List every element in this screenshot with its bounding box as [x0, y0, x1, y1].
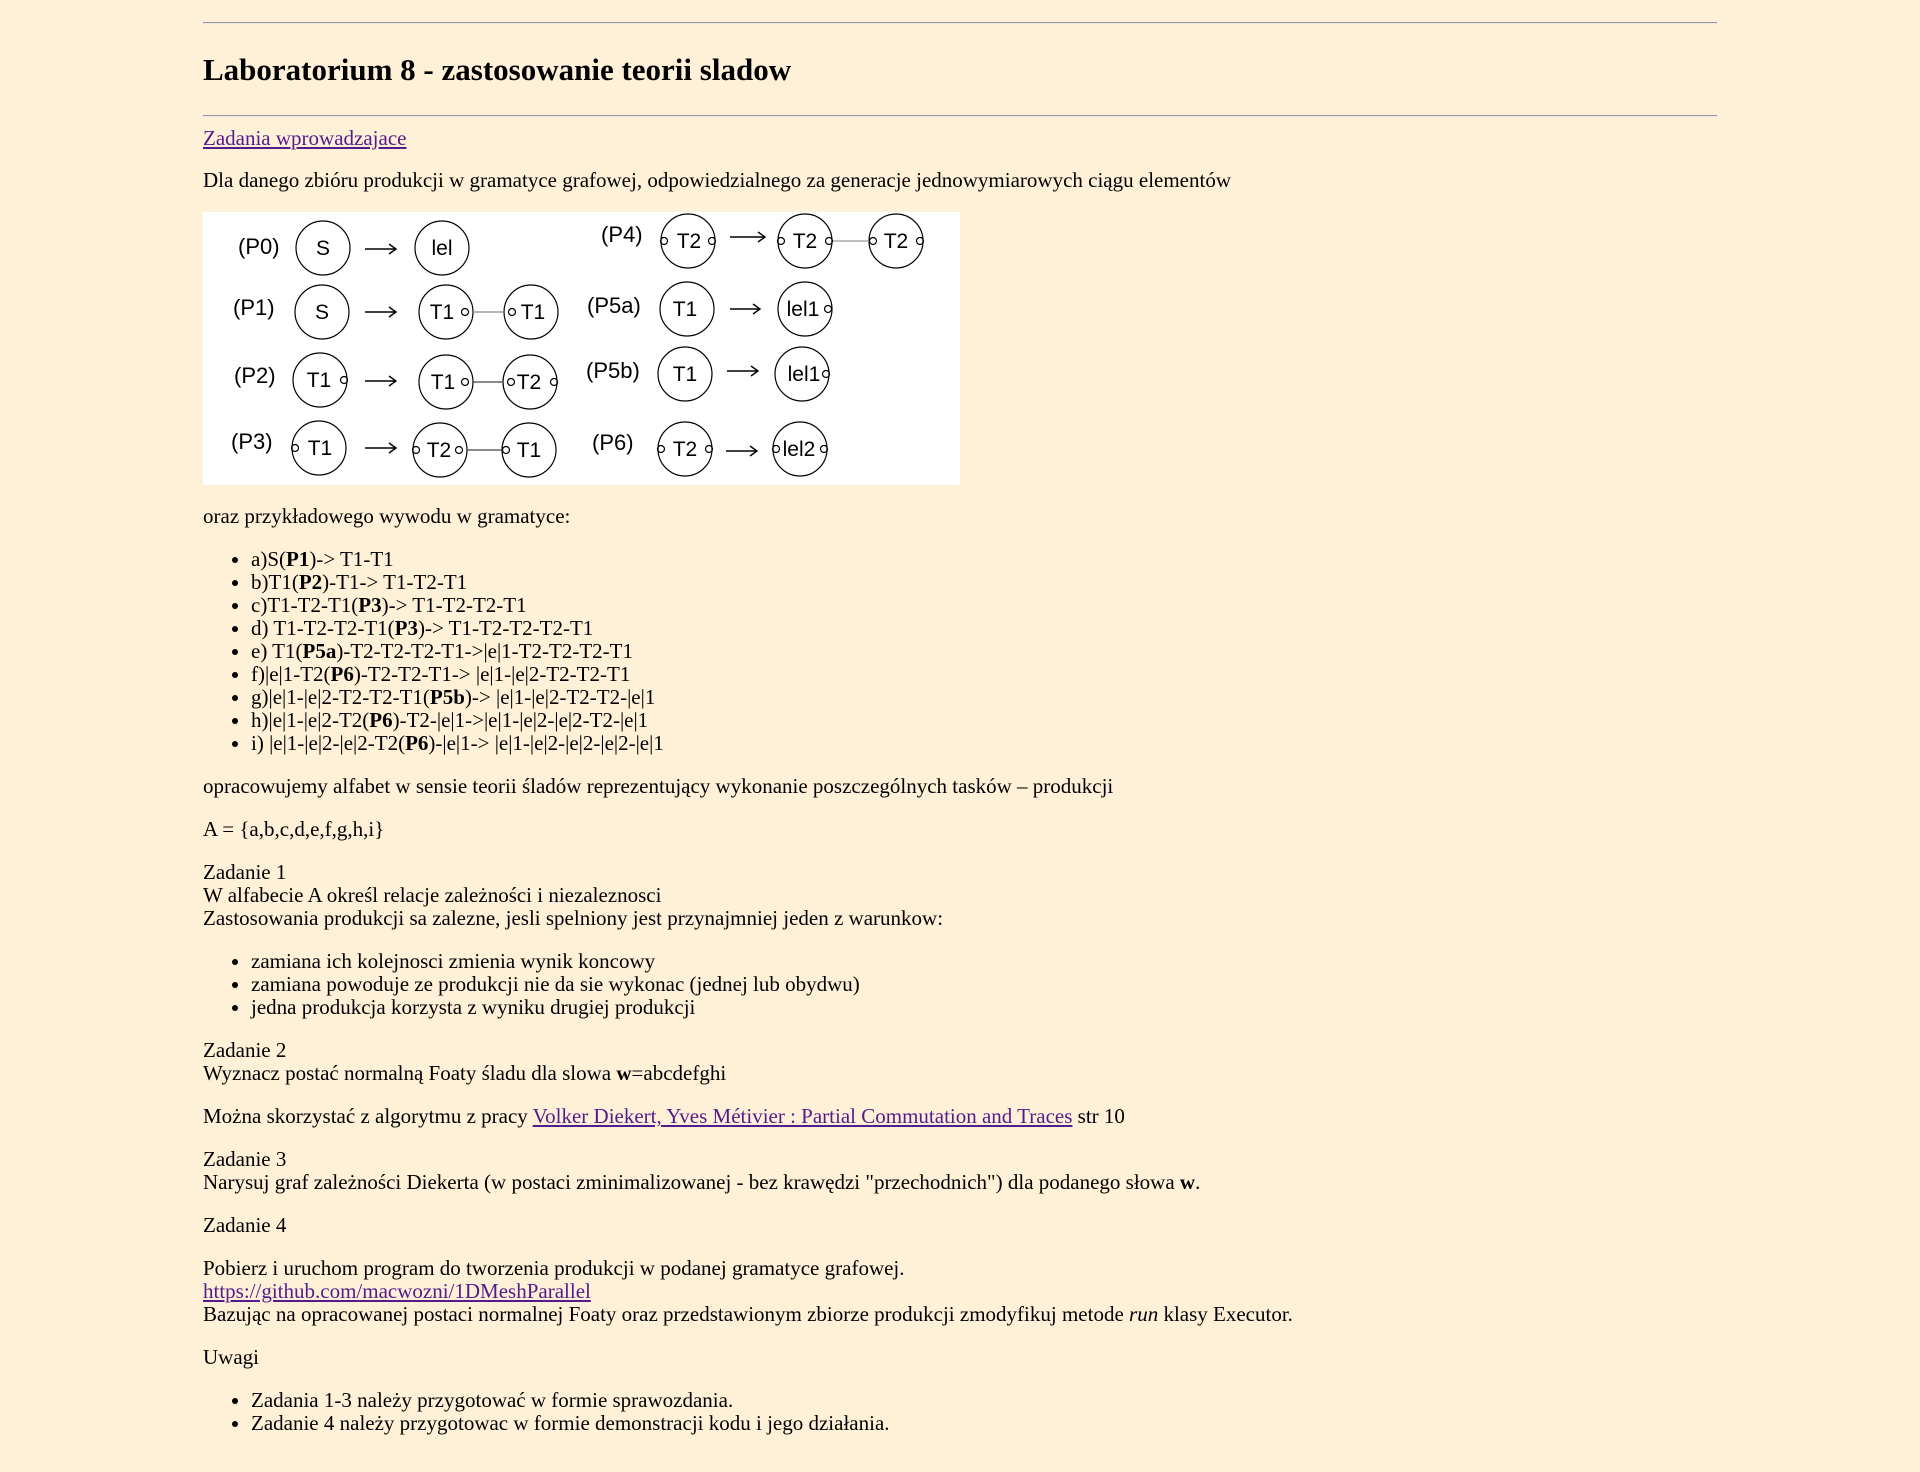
p6-label: (P6) — [592, 430, 634, 455]
intro-text: Dla danego zbióru produkcji w gramatyce grafowej, odpowiedzialnego za generacje jednowymiarowych ciągu elementów — [203, 168, 1232, 192]
derivation-step: • a)S(P1)-> T1-T1 — [251, 548, 1717, 571]
task3-title: Zadanie 3 — [203, 1147, 287, 1171]
derivation-step: • i) |e|1-|e|2-|e|2-T2(P6)-|e|1-> |e|1-|e|2-|e|2-|e|2-|e|1 — [251, 732, 1717, 755]
diekert-paper-link[interactable]: Volker Diekert, Yves Métivier : Partial Commutation and Traces — [532, 1104, 1073, 1128]
word-w: w — [1179, 1170, 1196, 1194]
page-title: Laboratorium 8 - zastosowanie teorii sladow — [203, 52, 792, 87]
derivation-step: • b)T1(P2)-T1-> T1-T2-T1 — [251, 571, 1717, 594]
p4-right-text-2: T2 — [883, 230, 909, 253]
derivation-step: • d) T1-T2-T2-T1(P3)-> T1-T2-T2-T2-T1 — [251, 617, 1717, 640]
p0-right-text-1: lel — [431, 237, 453, 260]
p1-label: (P1) — [233, 295, 275, 320]
p4-label: (P4) — [601, 222, 643, 247]
p1-right-text-2: T1 — [520, 301, 546, 324]
note-item: • Zadania 1-3 należy przygotować w formie sprawozdania. — [251, 1389, 1717, 1412]
p2-left-text: T1 — [306, 369, 332, 392]
task1-conditions — [203, 950, 1717, 1019]
task3-paragraph: Zadanie 3 Narysuj graf zależności Diekerta (w postaci zminimalizowanej - bez krawędzi "przechodnich") dla podanego słowa w. — [203, 1147, 1201, 1194]
task1-paragraph — [203, 861, 1717, 930]
notes-list — [203, 1389, 1717, 1435]
p2-label: (P2) — [234, 363, 276, 388]
p5a-right-text-1: lel1 — [786, 298, 820, 321]
derivation-intro: oraz przykładowego wywodu w gramatyce: — [203, 504, 571, 528]
p5b-left-text: T1 — [672, 363, 698, 386]
p1-left-text: S — [314, 301, 330, 324]
task1-line1: W alfabecie A określ relacje zależności i niezaleznosci — [203, 883, 662, 907]
condition-item: • jedna produkcja korzysta z wyniku drugiej produkcji — [251, 996, 1717, 1019]
p2-right-text-2: T2 — [516, 371, 542, 394]
github-repo-link[interactable]: https://github.com/macwozni/1DMeshParallel — [203, 1279, 591, 1303]
derivation-step: • c)T1-T2-T1(P3)-> T1-T2-T2-T1 — [251, 594, 1717, 617]
condition-item: • zamiana ich kolejnosci zmienia wynik koncowy — [251, 950, 1717, 973]
derivation-step: • g)|e|1-|e|2-T2-T2-T1(P5b)-> |e|1-|e|2-T2-T2-|e|1 — [251, 686, 1717, 709]
page-content — [203, 0, 1717, 1435]
p3-left-text: T1 — [307, 437, 333, 460]
p3-right-text-1: T2 — [426, 439, 452, 462]
p0-left-text: S — [315, 237, 331, 260]
title-divider — [203, 115, 1717, 117]
alphabet-definition: A = {a,b,c,d,e,f,g,h,i} — [203, 817, 385, 841]
task2-paragraph: Zadanie 2 Wyznacz postać normalną Foaty śladu dla slowa w=abcdefghi — [203, 1038, 727, 1085]
alphabet-intro: opracowujemy alfabet w sensie teorii śladów reprezentujący wykonanie poszczególnych tasków – produkcji — [203, 774, 1114, 798]
task2-reference: Można skorzystać z algorytmu z pracy Volker Diekert, Yves Métivier : Partial Commutation and Traces str 10 — [203, 1104, 1125, 1128]
note-item: • Zadanie 4 należy przygotowac w formie demonstracji kodu i jego działania. — [251, 1412, 1717, 1435]
task1-title: Zadanie 1 — [203, 860, 287, 884]
task1-line2: Zastosowania produkcji sa zalezne, jesli spelniony jest przynajmniej jeden z warunkow: — [203, 906, 944, 930]
notes-title: Uwagi — [203, 1345, 259, 1369]
p6-left-text: T2 — [672, 438, 698, 461]
derivation-step: • f)|e|1-T2(P6)-T2-T2-T1-> |e|1-|e|2-T2-T2-T1 — [251, 663, 1717, 686]
p5a-left-text: T1 — [672, 298, 698, 321]
intro-tasks-link[interactable]: Zadania wprowadzajace — [203, 126, 407, 150]
p0-label: (P0) — [238, 234, 280, 259]
p6-right-text-1: lel2 — [782, 438, 816, 461]
task4-paragraph: Pobierz i uruchom program do tworzenia produkcji w podanej gramatyce grafowej. https://github.com/macwozni/1DMeshParallel Bazując na opracowanej postaci normalnej Foaty oraz przedstawionym zbiorze produkcji zmodyfikuj metode run klasy Executor. — [203, 1256, 1293, 1326]
p1-right-text-1: T1 — [429, 301, 455, 324]
derivation-step: • h)|e|1-|e|2-T2(P6)-T2-|e|1->|e|1-|e|2-|e|2-T2-|e|1 — [251, 709, 1717, 732]
intro-link-paragraph — [203, 127, 1717, 150]
task2-title: Zadanie 2 — [203, 1038, 287, 1062]
p3-label: (P3) — [231, 429, 273, 454]
p5b-right-text-1: lel1 — [787, 363, 821, 386]
p3-right-text-2: T1 — [516, 439, 542, 462]
p4-left-text: T2 — [676, 230, 702, 253]
productions-diagram — [203, 212, 960, 485]
productions-figure — [203, 212, 1717, 485]
derivation-list — [203, 548, 1717, 755]
p2-right-text-1: T1 — [430, 371, 456, 394]
p5a-label: (P5a) — [587, 293, 641, 318]
p5b-label: (P5b) — [586, 358, 640, 383]
task4-title: Zadanie 4 — [203, 1213, 287, 1237]
p4-right-text-1: T2 — [792, 230, 818, 253]
derivation-step: • e) T1(P5a)-T2-T2-T2-T1->|e|1-T2-T2-T2-T1 — [251, 640, 1717, 663]
condition-item: • zamiana powoduje ze produkcji nie da sie wykonac (jednej lub obydwu) — [251, 973, 1717, 996]
word-w: w — [616, 1061, 632, 1085]
production-arrows — [365, 232, 765, 456]
